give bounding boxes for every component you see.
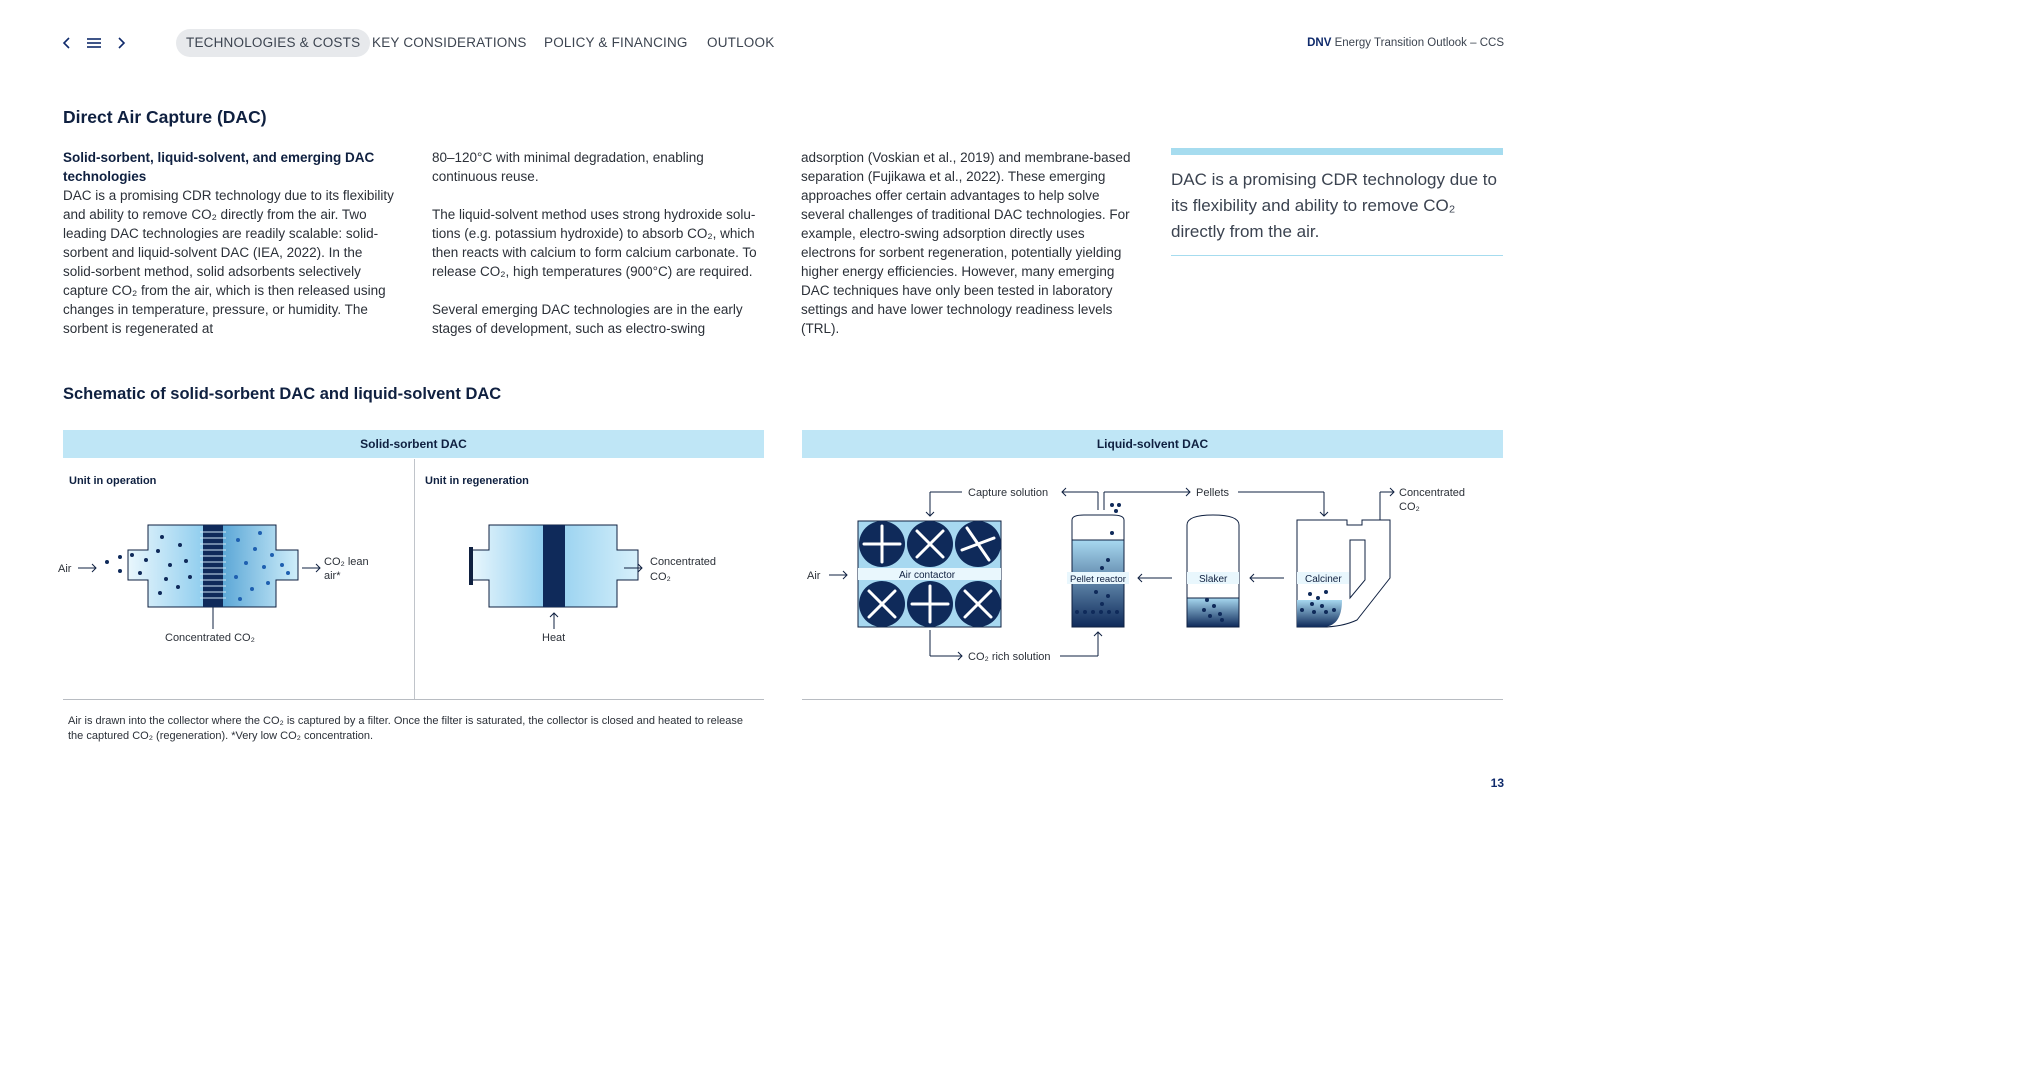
schematic-caption: Air is drawn into the collector where the CO₂ is captured by a filter. Once the filter is saturated, the collector is closed and heated to release the captured CO₂ (regeneration). *Very low CO₂ concentration.: [68, 715, 744, 742]
text-column-1: [63, 148, 398, 357]
paragraph: DAC is a promising CDR technology due to its flexibility and ability to remove CO₂ directly from the air. Two leading DAC technologies are readily scalable: solid-sorbent and liquid-solvent DAC (IEA, 2022). In the solid-sorbent method, solid adsorbents selectively capture CO₂ from the air, which is then released using changes in temperature, pressure, or humidity. The sorbent is regenerated at: [63, 188, 394, 336]
text-column-3: [801, 148, 1136, 357]
concentrated-co2-label: Concentrated CO₂: [165, 632, 255, 644]
concentrated-label-2: CO₂: [650, 571, 671, 583]
concentrated-label: Concentrated: [650, 556, 717, 568]
air-label: Air: [58, 563, 72, 575]
paragraph: 80–120°C with minimal degradation, enabling continuous reuse.: [432, 150, 704, 184]
slaker-label: Slaker: [1199, 574, 1228, 585]
solid-sorbent-header: Solid-sorbent DAC: [63, 430, 764, 458]
co2-rich-solution-label: CO₂ rich solution: [968, 651, 1051, 663]
liquid-panel-bottom-rule: [802, 699, 1503, 700]
brand-header: [1307, 37, 1504, 49]
co2-lean-label: CO₂ lean: [324, 556, 369, 568]
page-number: 13: [1490, 776, 1504, 790]
menu-button[interactable]: [85, 34, 103, 52]
paragraph: adsorption (Voskian et al., 2019) and membrane-based separation (Fujikawa et al., 2022). These emerging approaches offer certain advantages to help solve several challenges of traditional DAC technologies. For example, electro-swing adsorption directly uses electrons for sorbent regeneration, potentially yielding higher energy efficiencies. However, many emerging DAC techniques have only been tested in laboratory settings and have lower technology readiness levels (TRL).: [801, 150, 1131, 336]
unit-in-operation-diagram: [50, 505, 390, 655]
concentrated-label: Concentrated: [1399, 487, 1466, 499]
previous-page-button[interactable]: [58, 34, 76, 52]
chevron-left-icon: [58, 34, 76, 52]
section-subtitle: Solid-sorbent, liquid-solvent, and emerging DAC technologies: [63, 150, 375, 184]
tab-outlook[interactable]: OUTLOOK: [707, 35, 775, 50]
chevron-right-icon: [112, 34, 130, 52]
capture-solution-label: Capture solution: [968, 487, 1049, 499]
text-column-2: [432, 148, 767, 357]
schematic-title: Schematic of solid-sorbent DAC and liquid-solvent DAC: [63, 385, 502, 403]
calciner-label: Calciner: [1305, 574, 1342, 585]
pellet-reactor-label: Pellet reactor: [1070, 574, 1126, 585]
pellets-label: Pellets: [1196, 487, 1230, 499]
co2-lean-label-2: air*: [324, 570, 341, 582]
next-page-button[interactable]: [112, 34, 130, 52]
brand-title: Energy Transition Outlook – CCS: [1334, 37, 1504, 49]
paragraph: Several emerging DAC technologies are in the early stages of development, such as electro-swing: [432, 302, 743, 336]
solid-panel-bottom-rule: [63, 699, 764, 700]
panel-divider: [414, 459, 415, 699]
air-contactor-label: Air contactor: [899, 570, 956, 581]
hamburger-menu-icon: [85, 34, 103, 52]
tab-policy-financing[interactable]: POLICY & FINANCING: [544, 35, 688, 50]
liquid-solvent-diagram: [802, 470, 1502, 690]
brand-name: DNV: [1307, 37, 1332, 49]
heat-label: Heat: [542, 632, 566, 644]
pull-quote: DAC is a promising CDR technology due to its flexibility and ability to remove CO₂ directly from the air.: [1171, 148, 1503, 256]
air-label: Air: [807, 570, 821, 582]
paragraph: The liquid-solvent method uses strong hydroxide solu-tions (e.g. potassium hydroxide) to absorb CO₂, which then reacts with calcium to form calcium carbonate. To release CO₂, high temperatures (900°C) are required.: [432, 207, 757, 279]
unit-in-operation-label: Unit in operation: [69, 475, 157, 487]
unit-in-regeneration-diagram: [450, 505, 750, 655]
unit-in-regeneration-label: Unit in regeneration: [425, 475, 529, 487]
tab-technologies-costs[interactable]: TECHNOLOGIES & COSTS: [176, 29, 370, 57]
tab-key-considerations[interactable]: KEY CONSIDERATIONS: [372, 35, 527, 50]
section-title: Direct Air Capture (DAC): [63, 107, 267, 127]
concentrated-label-2: CO₂: [1399, 501, 1420, 513]
liquid-solvent-header: Liquid-solvent DAC: [802, 430, 1503, 458]
